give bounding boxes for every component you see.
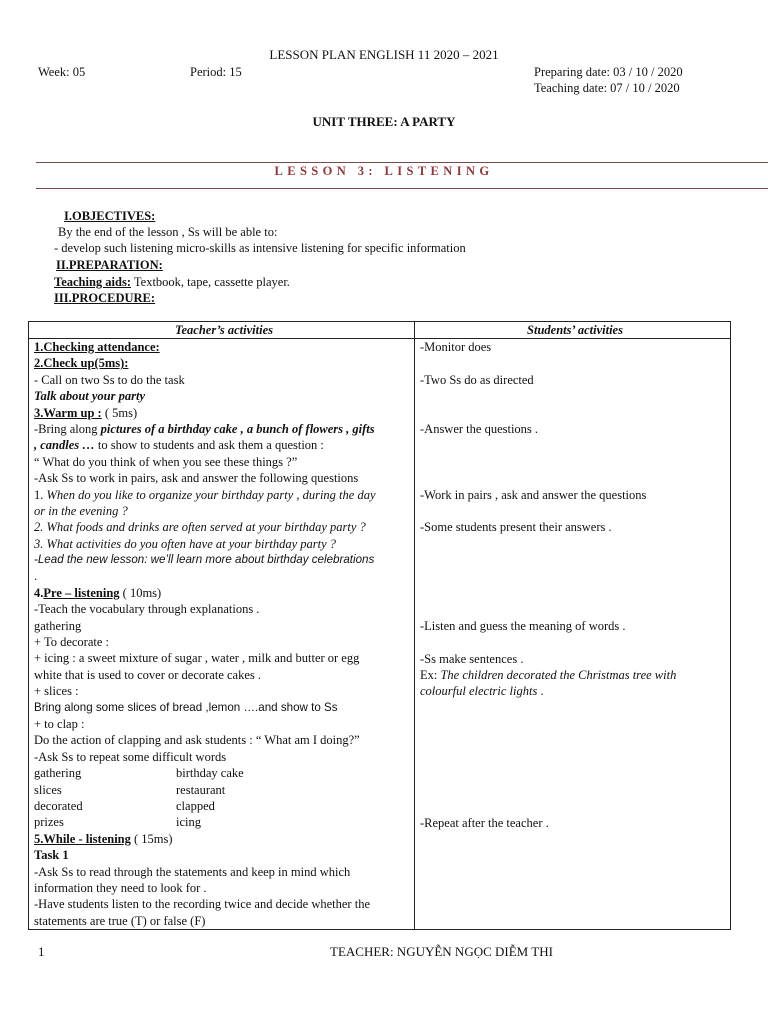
- listen-recording-line-1: -Have students listen to the recording twice and decide whether the: [34, 897, 370, 912]
- teaching-aids-label: Teaching aids:: [54, 275, 131, 289]
- warm-up-heading: [34, 405, 414, 421]
- bring-along-line-1: [34, 421, 414, 437]
- warm-up-time: ( 5ms): [101, 405, 138, 420]
- bring-along-text: -Bring along: [34, 421, 101, 436]
- vocab-gathering: gathering: [34, 618, 82, 633]
- question-3: 3. What activities do you often have at your birthday party ?: [34, 536, 337, 551]
- preparation-heading: II.PREPARATION:: [56, 258, 163, 272]
- example-text-cont: colourful electric lights: [420, 684, 538, 698]
- students-column-header: Students’ activities: [415, 322, 731, 339]
- vocab-decorate: + To decorate :: [34, 635, 110, 650]
- table-header-row: [29, 322, 731, 339]
- student-two-ss: -Two Ss do as directed: [420, 373, 534, 387]
- read-statements-line-1: -Ask Ss to read through the statements and keep in mind which: [34, 864, 351, 879]
- student-make-sentences: -Ss make sentences .: [420, 652, 524, 666]
- table-body-row: [29, 339, 731, 930]
- student-example-line-1: [420, 667, 676, 683]
- example-end: .: [537, 684, 544, 698]
- teaching-date: Teaching date: 07 / 10 / 2020: [534, 81, 680, 95]
- objectives-line-2: - develop such listening micro-skills as intensive listening for specific information: [54, 241, 466, 255]
- warm-up-label: 3.Warm up :: [34, 405, 102, 420]
- pre-listening-number: 4.: [34, 585, 44, 600]
- clap-action: Do the action of clapping and ask students : “ What am I doing?”: [34, 733, 360, 748]
- document-title: LESSON PLAN ENGLISH 11 2020 – 2021: [269, 47, 499, 62]
- teaching-aids: [54, 274, 290, 290]
- question-1-line-1: [34, 487, 414, 503]
- word-left: prizes: [34, 815, 64, 830]
- question-1-line-2: or in the evening ?: [34, 503, 128, 518]
- objectives-heading: I.OBJECTIVES:: [64, 209, 156, 223]
- task-1: Task 1: [34, 848, 69, 863]
- student-answer: -Answer the questions .: [420, 422, 539, 436]
- student-monitor: -Monitor does: [420, 340, 492, 354]
- word-right: clapped: [176, 798, 215, 813]
- procedure-table: [28, 321, 731, 930]
- repeat-words: -Ask Ss to repeat some difficult words: [34, 749, 227, 764]
- word-row: [34, 765, 414, 781]
- word-row: [34, 798, 414, 814]
- lead-in: -Lead the new lesson: we’ll learn more about birthday celebrations: [34, 553, 375, 567]
- bring-slices: Bring along some slices of bread ,lemon ….and show to Ss: [34, 700, 338, 714]
- week-label: Week: 05: [38, 65, 86, 79]
- listen-recording-line-2: statements are true (T) or false (F): [34, 913, 206, 928]
- bring-along-line-2: [34, 437, 414, 453]
- period-label: Period: 15: [190, 65, 242, 79]
- word-right: birthday cake: [176, 766, 244, 781]
- while-listening-label: 5.While - listening: [34, 831, 131, 846]
- objectives-line-1: By the end of the lesson , Ss will be able to:: [58, 225, 278, 239]
- word-right: restaurant: [176, 782, 226, 797]
- word-left: gathering: [34, 766, 82, 781]
- teacher-column-header: Teacher’s activities: [29, 322, 415, 339]
- student-example-line-2: [420, 683, 544, 699]
- preparing-date: Preparing date: 03 / 10 / 2020: [534, 65, 683, 79]
- student-repeat: -Repeat after the teacher .: [420, 816, 549, 830]
- teach-vocabulary: -Teach the vocabulary through explanations .: [34, 602, 260, 617]
- check-up-heading: 2.Check up(5ms):: [34, 356, 129, 371]
- student-work-pairs: -Work in pairs , ask and answer the questions: [420, 488, 647, 502]
- student-listen-guess: -Listen and guess the meaning of words .: [420, 619, 626, 633]
- procedure-heading: III.PROCEDURE:: [54, 291, 156, 305]
- word-left: slices: [34, 782, 62, 797]
- footer-teacher: TEACHER: NGUYỄN NGỌC DIỄM THI: [330, 944, 553, 959]
- page-number: 1: [38, 944, 45, 959]
- pre-listening-time: ( 10ms): [119, 585, 162, 600]
- ask-pairs: -Ask Ss to work in pairs, ask and answer the following questions: [34, 471, 359, 486]
- lesson-title: LESSON 3: LISTENING: [274, 164, 494, 178]
- question-2: 2. What foods and drinks are often served at your birthday party ?: [34, 520, 366, 535]
- word-row: [34, 814, 414, 830]
- vocab-clap: + to clap :: [34, 716, 85, 731]
- teacher-activities-cell: [29, 339, 415, 930]
- call-two-ss: - Call on two Ss to do the task: [34, 372, 185, 387]
- question-1-number: 1.: [34, 487, 47, 502]
- vocab-icing-line-2: white that is used to cover or decorate cakes .: [34, 667, 261, 682]
- while-listening-heading: [34, 831, 414, 847]
- word-row: [34, 782, 414, 798]
- example-label: Ex:: [420, 668, 441, 682]
- word-left: decorated: [34, 798, 83, 813]
- bottom-divider: [36, 188, 768, 189]
- bring-along-purpose: to show to students and ask them a question :: [94, 438, 324, 453]
- bring-along-items: pictures of a birthday cake , a bunch of flowers , gifts: [100, 421, 375, 436]
- lead-in-period: .: [34, 569, 38, 584]
- talk-about-party: Talk about your party: [34, 389, 146, 404]
- while-listening-time: ( 15ms): [130, 831, 173, 846]
- question-1-text: When do you like to organize your birthday party , during the day: [46, 487, 376, 502]
- bring-along-candles: , candles …: [34, 438, 95, 453]
- example-text: The children decorated the Christmas tree with: [440, 668, 677, 682]
- student-present: -Some students present their answers .: [420, 520, 612, 534]
- word-right: icing: [176, 815, 201, 830]
- teaching-aids-value: Textbook, tape, cassette player.: [131, 275, 290, 289]
- warm-up-question: “ What do you think of when you see these things ?”: [34, 454, 298, 469]
- checking-attendance: 1.Checking attendance:: [34, 340, 160, 354]
- students-activities-cell: [415, 339, 731, 930]
- read-statements-line-2: information they need to look for .: [34, 880, 207, 895]
- pre-listening-heading: [34, 585, 414, 601]
- vocab-icing-line-1: + icing : a sweet mixture of sugar , water , milk and butter or egg: [34, 651, 360, 666]
- vocab-slices: + slices :: [34, 684, 79, 699]
- unit-title: UNIT THREE: A PARTY: [312, 114, 456, 129]
- pre-listening-label: Pre – listening: [43, 585, 120, 600]
